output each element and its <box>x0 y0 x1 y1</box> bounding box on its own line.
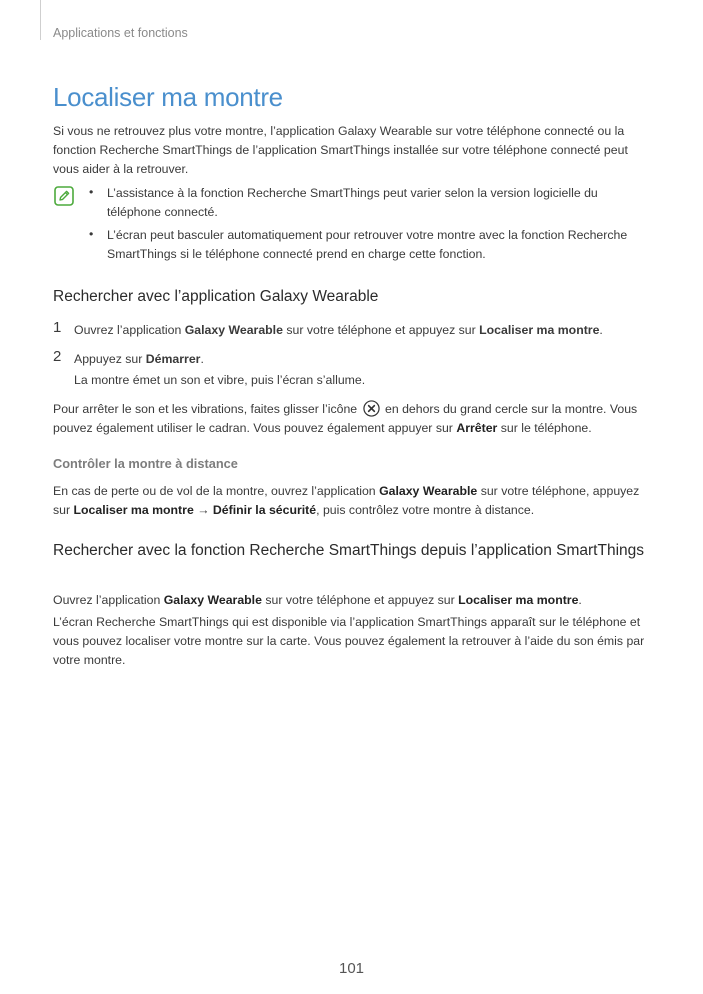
page-title: Localiser ma montre <box>53 82 283 112</box>
stop-paragraph: Pour arrêter le son et les vibrations, faites glisser l’icône en dehors du grand cercle sur la montre. Vous pouvez également utiliser le cadran. Vous pouvez également appuyer sur Arrêter sur le téléphone. <box>53 402 638 435</box>
section2-paragraph-1: Ouvrez l’application Galaxy Wearable sur votre téléphone et appuyez sur Localiser ma montre. <box>53 593 582 607</box>
remote-control-paragraph: En cas de perte ou de vol de la montre, ouvrez l’application Galaxy Wearable sur votre téléphone, appuyez sur Localiser ma montre → Définir la sécurité, puis contrôlez votre montre à distance. <box>53 484 640 517</box>
note-item-1: L’assistance à la fonction Recherche SmartThings peut varier selon la version logicielle du téléphone connecté. <box>107 186 598 219</box>
section-header: Applications et fonctions <box>53 26 188 40</box>
step-number-2: 2 <box>53 348 62 365</box>
remote-control-heading: Contrôler la montre à distance <box>53 456 238 471</box>
note-bullet: • <box>89 227 94 241</box>
step-1-text: Ouvrez l’application Galaxy Wearable sur votre téléphone et appuyez sur Localiser ma montre. <box>74 323 603 337</box>
note-pencil-icon <box>54 186 74 206</box>
step-number-1: 1 <box>53 319 62 336</box>
note-bullet: • <box>89 185 94 199</box>
section1-heading: Rechercher avec l’application Galaxy Wearable <box>53 288 379 305</box>
step-2-text: Appuyez sur Démarrer. La montre émet un son et vibre, puis l’écran s’allume. <box>74 352 366 387</box>
intro-paragraph: Si vous ne retrouvez plus votre montre, l’application Galaxy Wearable sur votre téléphone connecté ou la fonction Recherche SmartThings de l’application SmartThings installée sur votre téléphone connecté peut vous aider à la retrouver. <box>53 124 628 176</box>
section2-heading: Rechercher avec la fonction Recherche SmartThings depuis l’application SmartThings <box>53 542 645 559</box>
section2-paragraph-2: L’écran Recherche SmartThings qui est disponible via l’application SmartThings apparaît sur le téléphone et vous pouvez localiser votre montre sur la carte. Vous pouvez également la retrouver à l’aide du son émis par votre montre. <box>53 615 645 667</box>
note-item-2: L’écran peut basculer automatiquement pour retrouver votre montre avec la fonction Recherche SmartThings si le téléphone connecté prend en charge cette fonction. <box>107 228 628 261</box>
header-divider <box>40 0 41 40</box>
close-circle-icon <box>363 400 380 417</box>
page-number: 101 <box>338 960 365 977</box>
